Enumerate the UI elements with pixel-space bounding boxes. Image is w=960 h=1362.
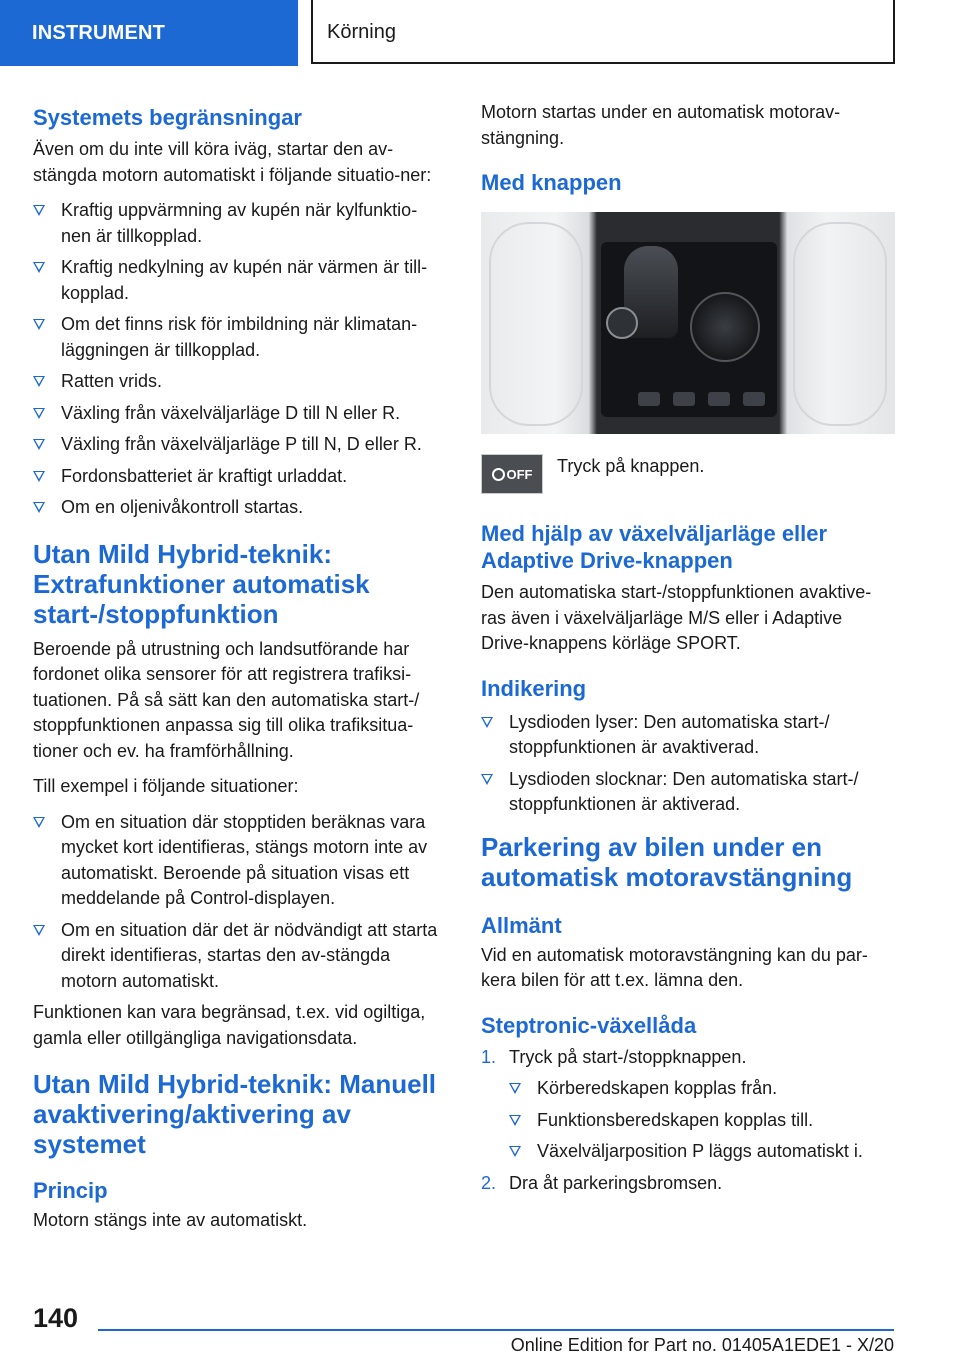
- paragraph: Till exempel i följande situationer:: [33, 776, 299, 796]
- list-item: Kraftig uppvärmning av kupén när kylfunktio-nen är tillkopplad.: [33, 198, 447, 249]
- right-column: [481, 100, 895, 1202]
- triangle-bullet-icon: [481, 774, 493, 785]
- list-item: Fordonsbatteriet är kraftigt urladdat.: [33, 464, 447, 490]
- paragraph: Den automatiska start-/stoppfunktionen avaktive-ras även i växelväljarläge M/S eller i Adaptive Drive-knappens körläge SPORT.: [481, 582, 872, 653]
- heading-manual: Utan Mild Hybrid-teknik: Manuell avaktivering/aktivering av systemet: [33, 1069, 437, 1159]
- page-header: [0, 0, 960, 66]
- triangle-bullet-icon: [509, 1115, 521, 1126]
- list-item: Växling från växelväljarläge P till N, D eller R.: [33, 432, 447, 458]
- triangle-bullet-icon: [33, 471, 45, 482]
- sub-bullet-list: [509, 1076, 895, 1165]
- numbered-list: [481, 1045, 895, 1197]
- list-item: Om en situation där det är nödvändigt att starta direkt identifieras, startas den av-stängda motorn automatiskt.: [33, 918, 447, 995]
- bullet-list: [481, 710, 895, 818]
- paragraph: Vid en automatisk motoravstängning kan du par-kera bilen för att t.ex. lämna den.: [481, 944, 868, 990]
- heading-indication: Indikering: [481, 675, 587, 701]
- paragraph: Motorn startas under en automatisk motorav-stängning.: [481, 102, 841, 148]
- paragraph: Funktionen kan vara begränsad, t.ex. vid ogiltiga, gamla eller otillgängliga navigationsdata.: [33, 1002, 426, 1048]
- list-item: Om en oljenivåkontroll startas.: [33, 495, 447, 521]
- triangle-bullet-icon: [33, 439, 45, 450]
- list-item: Lysdioden lyser: Den automatiska start-/ stoppfunktionen är avaktiverad.: [481, 710, 895, 761]
- triangle-bullet-icon: [509, 1146, 521, 1157]
- heading-extra-functions: Utan Mild Hybrid-teknik: Extrafunktioner automatisk start-/stoppfunktion: [33, 538, 370, 629]
- heading-limits: Systemets begränsningar: [33, 105, 302, 130]
- list-item: Växelväljarposition P läggs automatiskt i.: [509, 1139, 895, 1165]
- footer-divider: [98, 1329, 894, 1331]
- seat-left-shape: [489, 222, 583, 426]
- console-photo: [481, 212, 895, 434]
- step-number: 1.: [481, 1046, 497, 1067]
- heading-general: Allmänt: [481, 912, 562, 938]
- controller-knob-icon: [690, 292, 760, 362]
- triangle-bullet-icon: [33, 205, 45, 216]
- bullet-list: [33, 198, 447, 521]
- list-item: Om det finns risk för imbildning när klimatan-läggningen är tillkopplad.: [33, 312, 447, 363]
- list-item: Växling från växelväljarläge D till N eller R.: [33, 401, 447, 427]
- seat-right-shape: [793, 222, 887, 426]
- triangle-bullet-icon: [33, 817, 45, 828]
- triangle-bullet-icon: [33, 319, 45, 330]
- triangle-bullet-icon: [481, 717, 493, 728]
- button-instruction: [481, 454, 895, 494]
- triangle-bullet-icon: [33, 502, 45, 513]
- list-item: Kraftig nedkylning av kupén när värmen är till-kopplad.: [33, 255, 447, 306]
- list-item: Ratten vrids.: [33, 369, 447, 395]
- list-item: Körberedskapen kopplas från.: [509, 1076, 895, 1102]
- start-stop-button-icon: [606, 307, 638, 339]
- paragraph: Även om du inte vill köra iväg, startar den av-stängda motorn automatiskt i följande situatio-ner:: [33, 139, 432, 185]
- edition-note: Online Edition for Part no. 01405A1EDE1 - X/20: [510, 1335, 894, 1355]
- heading-with-button: Med knappen: [481, 170, 622, 195]
- auto-start-stop-off-icon: OFF: [481, 454, 543, 494]
- list-item: 1. Tryck på start-/stoppknappen. Körberedskapen kopplas från. Funktionsberedskapen kopplas till. Växelväljarposition P läggs automatiskt i.: [481, 1045, 895, 1165]
- step-number: 2.: [481, 1172, 497, 1193]
- triangle-bullet-icon: [509, 1083, 521, 1094]
- page-number: 140: [33, 1303, 79, 1333]
- triangle-bullet-icon: [33, 376, 45, 387]
- triangle-bullet-icon: [33, 925, 45, 936]
- paragraph: Tryck på knappen.: [557, 456, 705, 476]
- heading-parking: Parkering av bilen under en automatisk motoravstängning: [481, 831, 853, 892]
- console-buttons: [631, 392, 771, 410]
- bullet-list: [33, 810, 447, 995]
- heading-principle: Princip: [33, 1178, 108, 1203]
- section-tab: INSTRUMENT: [0, 0, 298, 66]
- heading-selector: Med hjälp av växelväljarläge eller Adaptive Drive-knappen: [481, 521, 828, 573]
- list-item: Funktionsberedskapen kopplas till.: [509, 1108, 895, 1134]
- paragraph: Motorn stängs inte av automatiskt.: [33, 1210, 308, 1230]
- heading-steptronic: Steptronic-växellåda: [481, 1012, 697, 1038]
- triangle-bullet-icon: [33, 408, 45, 419]
- triangle-bullet-icon: [33, 262, 45, 273]
- list-item: 2. Dra åt parkeringsbromsen.: [481, 1171, 895, 1197]
- left-column: [33, 100, 447, 1244]
- list-item: Om en situation där stopptiden beräknas vara mycket kort identifieras, stängs motorn inte av automatiskt. Beroende på situation visas ett meddelande på Control-displayen.: [33, 810, 447, 912]
- chapter-title: Körning: [311, 0, 895, 64]
- paragraph: Beroende på utrustning och landsutförande har fordonet olika sensorer för att registrera trafiksi-tuationen. På så sätt kan den automatiska start-/ stoppfunktionen anpassa sig till olika trafiksitua-tioner och ev. ha framförhållning.: [33, 638, 420, 761]
- list-item: Lysdioden slocknar: Den automatiska start-/ stoppfunktionen är aktiverad.: [481, 767, 895, 818]
